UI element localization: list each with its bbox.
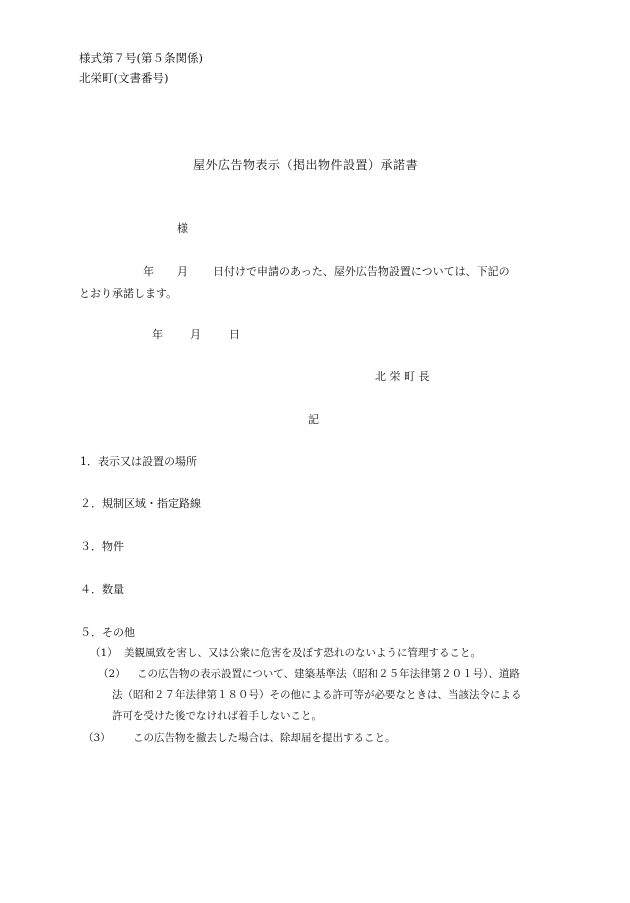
intro-month: 月	[177, 265, 188, 278]
document-number: 北栄町(文書番号)	[79, 71, 169, 85]
condition-1-text: 美観風致を害し、又は公衆に危害を及ぼす恐れのないように管理すること。	[124, 647, 481, 659]
intro-line-2: とおり承諾します。	[79, 287, 178, 300]
addressee-honorific: 様	[177, 222, 188, 235]
date-year: 年	[152, 328, 163, 341]
document-title: 屋外広告物表示（掲出物件設置）承諾書	[193, 158, 419, 172]
item-zone: ２．規制区域・指定路線	[80, 497, 201, 510]
date-day: 日	[229, 328, 240, 341]
condition-2-line-1: この広告物の表示設置について、建築基準法（昭和２５年法律第２０１号）、道路	[137, 668, 520, 680]
intro-year: 年	[143, 265, 154, 278]
date-month: 月	[190, 328, 201, 341]
condition-2-line-3: 許可を受けた後でなければ着手しないこと。	[112, 710, 322, 722]
item-object: ３．物件	[80, 540, 124, 553]
item-location: 1．表示又は設置の場所	[80, 455, 197, 468]
condition-2-line-2: 法（昭和２７年法律第１８０号）その他による許可等が必要なときは、当該法令による	[112, 689, 522, 701]
ki-heading: 記	[308, 413, 319, 426]
condition-3-text: この広告物を撤去した場合は、除却届を提出すること。	[133, 732, 396, 744]
item-quantity: ４．数量	[80, 583, 124, 596]
form-number: 様式第７号(第５条関係)	[79, 51, 203, 65]
intro-line-1: 日付けで申請のあった、屋外広告物設置については、下記の	[213, 265, 510, 278]
issuer-title: 北 栄 町 長	[375, 370, 430, 383]
item-other: ５．その他	[80, 626, 135, 639]
condition-3-number: （3）	[83, 732, 111, 744]
condition-2-number: （2）	[98, 668, 126, 680]
condition-1-number: （1）	[90, 647, 118, 659]
